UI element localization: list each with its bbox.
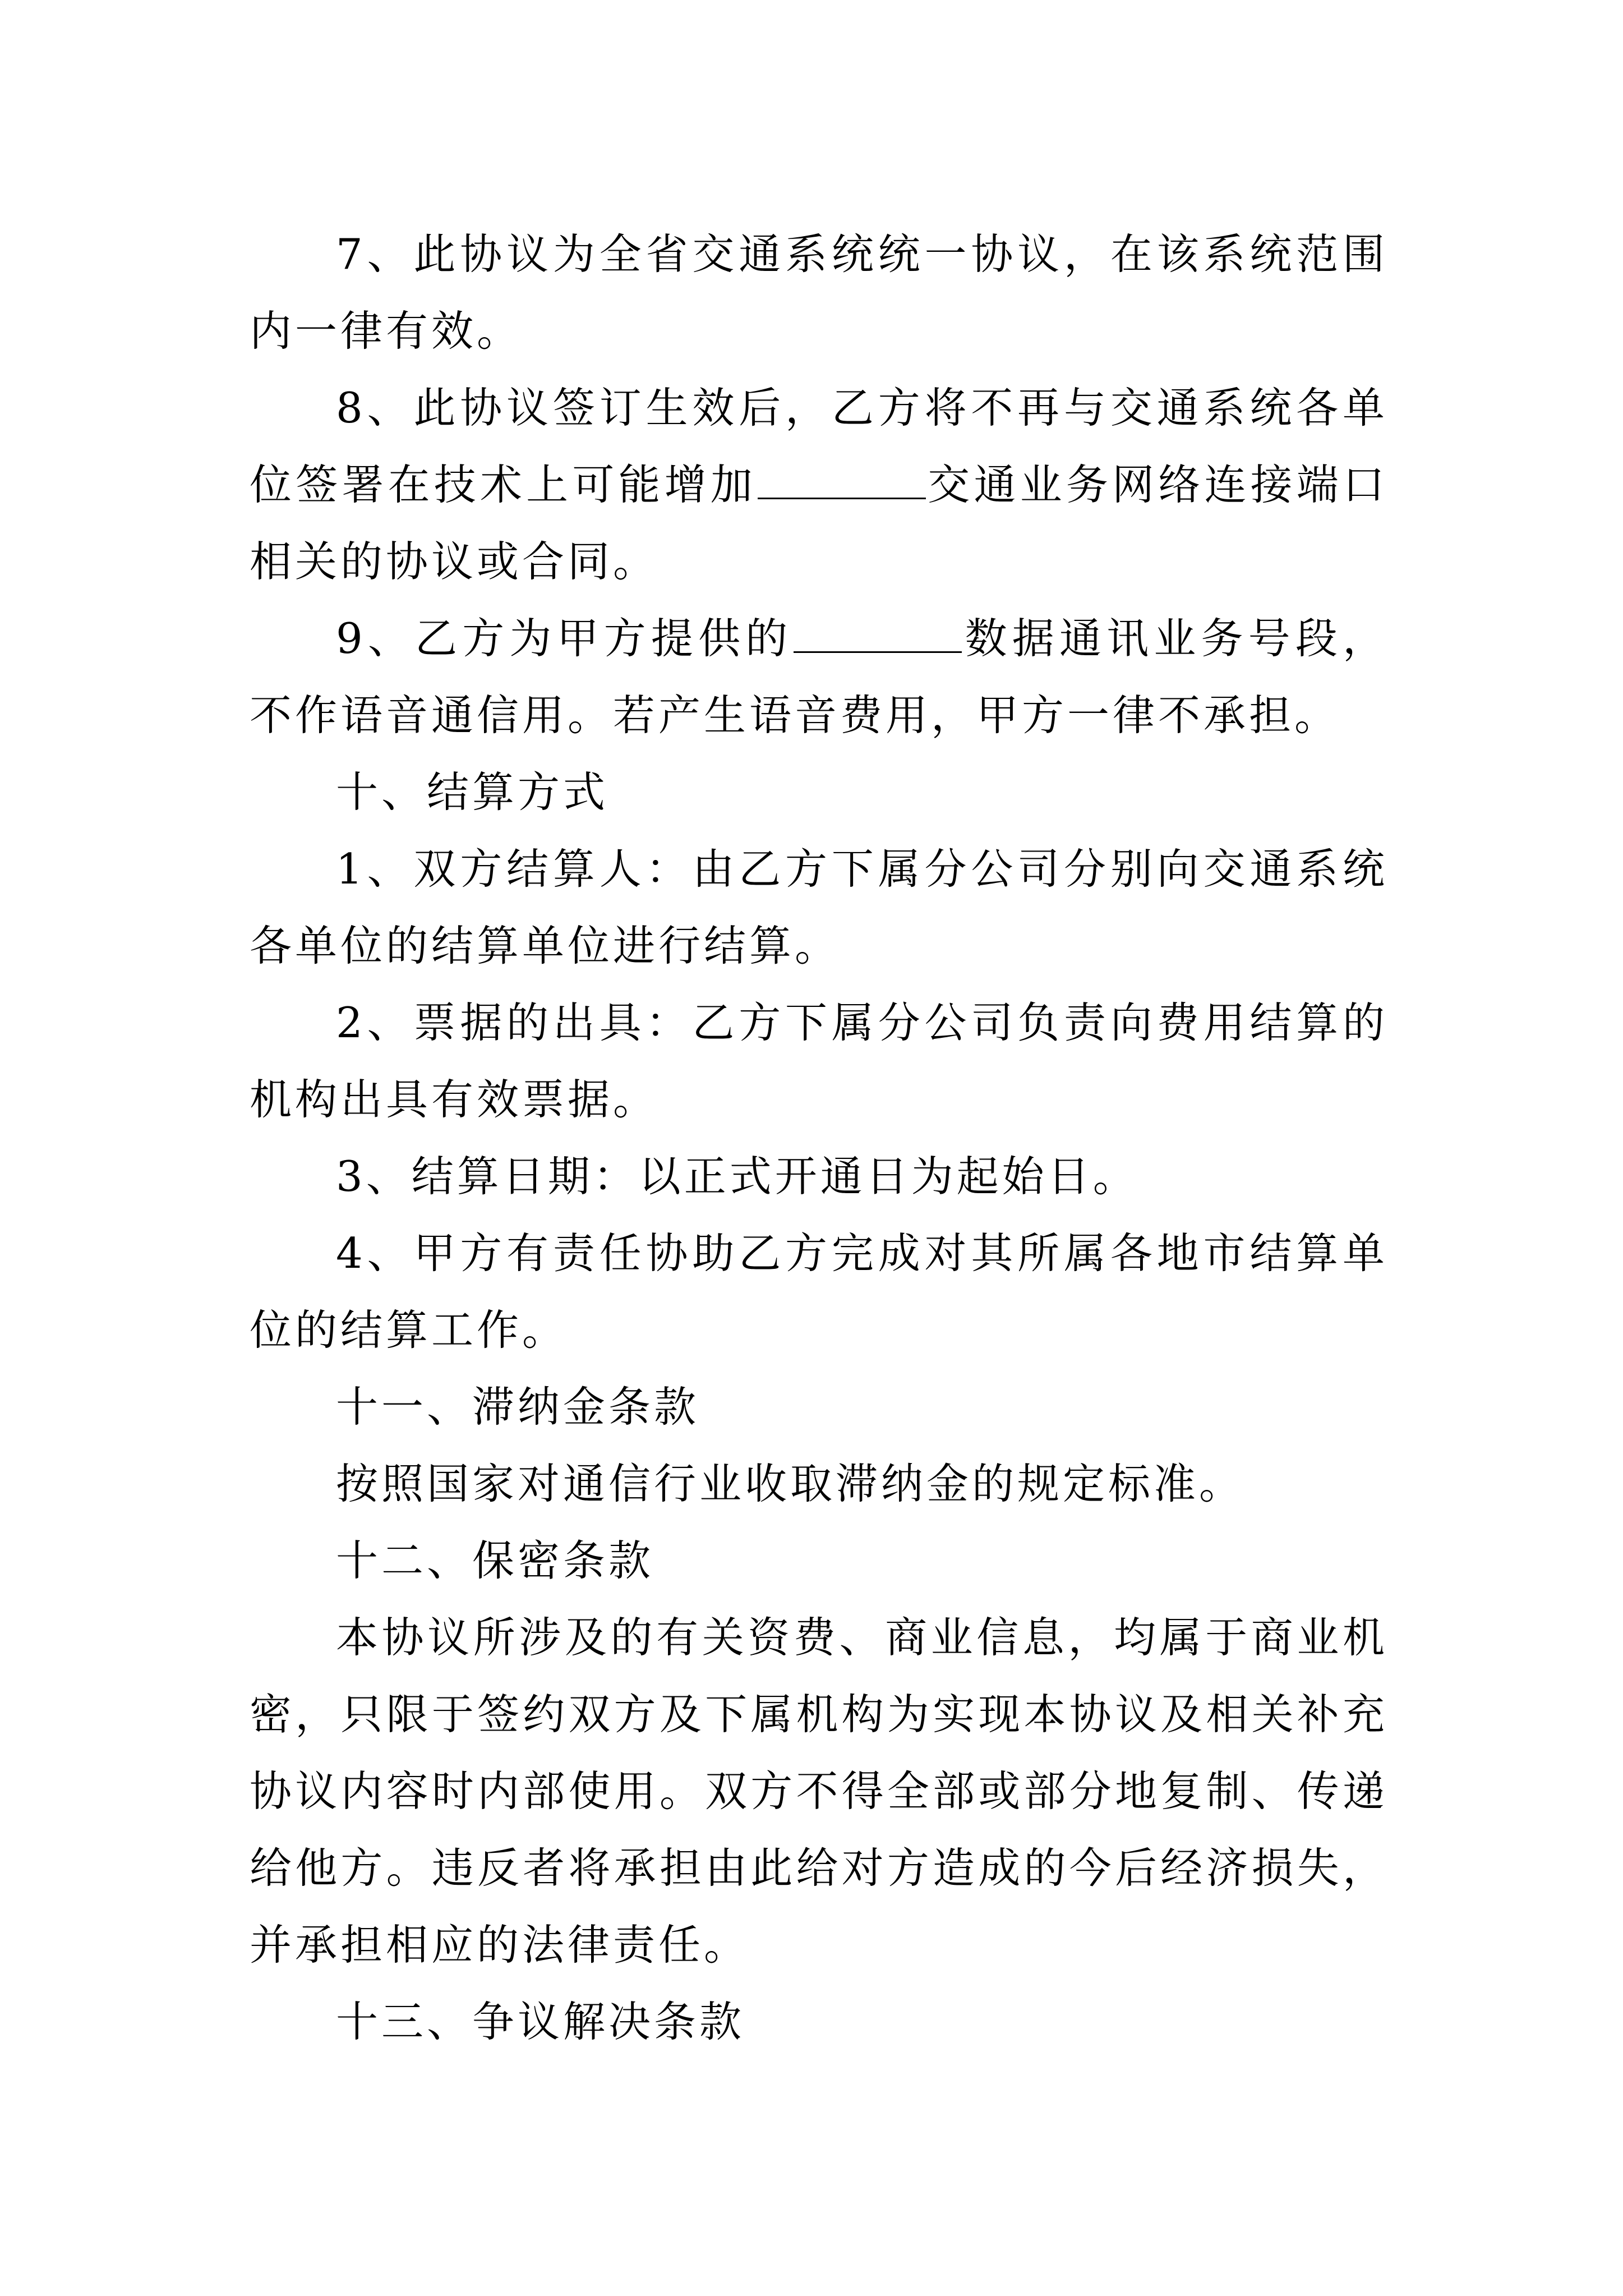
document-page — [250, 216, 1388, 2060]
settlement-item-3: 3、结算日期：以正式开通日为起始日。 — [336, 1152, 1138, 1201]
clause-9-before: 9、乙方为甲方提供的 — [336, 614, 793, 663]
settlement-item-4: 4、甲方有责任协助乙方完成对其所属各地市结算单位的结算工作。 — [250, 1228, 1388, 1355]
settlement-item-1: 1、双方结算人：由乙方下属分公司分别向交通系统各单位的结算单位进行结算。 — [250, 844, 1388, 970]
confidentiality-text: 本协议所涉及的有关资费、商业信息，均属于商业机密，只限于签约双方及下属机构为实现本协议及相关补充协议内容时内部使用。双方不得全部或部分地复制、传递给他方。违反者将承担由此给对方造成的今后经济损失，并承担相应的法律责任。 — [250, 1613, 1388, 1970]
clause-9-after: 数据通讯业务号段，不作语音通信用。若产生语音费用，甲方一律不承担。 — [250, 614, 1388, 740]
late-fee-text: 按照国家对通信行业收取滞纳金的规定标准。 — [336, 1459, 1245, 1508]
section-heading-confidentiality: 十二、保密条款 — [336, 1536, 654, 1585]
blank-line — [794, 618, 962, 653]
clause-8 — [250, 370, 1388, 600]
section-heading-dispute: 十三、争议解决条款 — [336, 1997, 745, 2046]
settlement-item-2: 2、票据的出具：乙方下属分公司负责向费用结算的机构出具有效票据。 — [250, 998, 1388, 1124]
clause-8-before: 8、此协议签订生效后，乙方将不再与交通系统各单位签署在技术上可能增加 — [250, 383, 1388, 509]
clause-7: 7、此协议为全省交通系统统一协议，在该系统范围内一律有效。 — [250, 229, 1388, 356]
clause-8-after: 交通业务网络连接端口相关的协议或合同。 — [250, 460, 1388, 586]
section-heading-late-fee: 十一、滞纳金条款 — [336, 1382, 700, 1432]
section-heading-settlement: 十、结算方式 — [336, 767, 609, 817]
blank-line — [758, 464, 926, 499]
clause-9 — [250, 600, 1388, 754]
